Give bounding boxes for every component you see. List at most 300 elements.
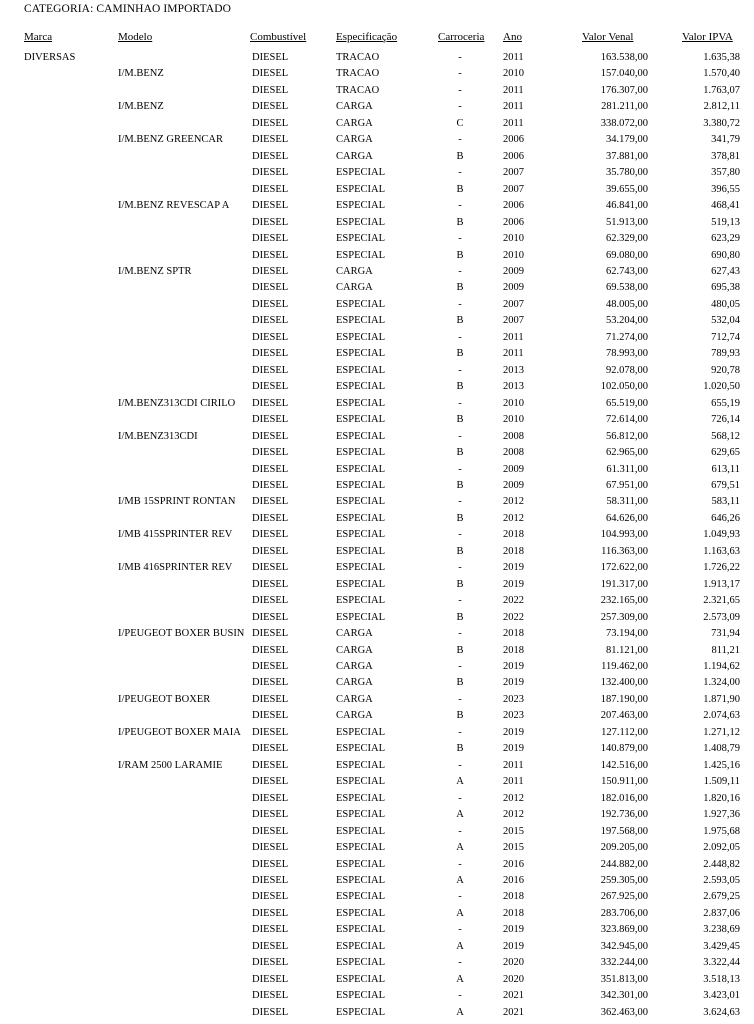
cell-carroceria: B [456, 315, 464, 327]
cell-especificacao: ESPECIAL [336, 496, 386, 508]
cell-especificacao: TRACAO [336, 68, 380, 80]
table-row [0, 708, 754, 725]
cell-especificacao: ESPECIAL [336, 216, 386, 228]
cell-combustivel: DIESEL [252, 644, 289, 656]
cell-combustivel: DIESEL [252, 545, 289, 557]
cell-modelo: I/M.BENZ GREENCAR [118, 134, 223, 146]
cell-combustivel: DIESEL [252, 68, 289, 80]
header-valor-venal: Valor Venal [582, 31, 634, 43]
table-row [0, 610, 754, 627]
cell-ano: 2009 [503, 479, 524, 491]
cell-ano: 2006 [503, 150, 524, 162]
cell-ano: 2019 [503, 578, 524, 590]
header-ano: Ano [503, 31, 522, 43]
cell-combustivel: DIESEL [252, 381, 289, 393]
table-row [0, 231, 754, 248]
cell-carroceria: B [456, 479, 464, 491]
cell-combustivel: DIESEL [252, 562, 289, 574]
cell-valor-ipva: 2.812,11 [703, 101, 740, 113]
cell-combustivel: DIESEL [252, 907, 289, 919]
cell-valor-venal: 65.519,00 [606, 397, 648, 409]
cell-ano: 2019 [503, 940, 524, 952]
table-row [0, 215, 754, 232]
cell-valor-ipva: 1.194,62 [703, 661, 740, 673]
table-row [0, 922, 754, 939]
cell-combustivel: DIESEL [252, 891, 289, 903]
cell-valor-ipva: 2.573,09 [703, 611, 740, 623]
cell-ano: 2019 [503, 743, 524, 755]
table-row [0, 758, 754, 775]
cell-valor-ipva: 1.726,22 [703, 562, 740, 574]
cell-especificacao: ESPECIAL [336, 430, 386, 442]
cell-valor-venal: 140.879,00 [600, 743, 648, 755]
cell-valor-venal: 73.194,00 [606, 628, 648, 640]
cell-carroceria: - [458, 726, 462, 738]
cell-combustivel: DIESEL [252, 710, 289, 722]
cell-valor-ipva: 519,13 [711, 216, 740, 228]
cell-valor-ipva: 3.380,72 [703, 117, 740, 129]
cell-especificacao: ESPECIAL [336, 315, 386, 327]
cell-carroceria: - [458, 858, 462, 870]
cell-valor-ipva: 468,41 [711, 200, 740, 212]
cell-ano: 2018 [503, 529, 524, 541]
cell-especificacao: TRACAO [336, 84, 380, 96]
cell-ano: 2018 [503, 644, 524, 656]
cell-modelo: I/M.BENZ313CDI [118, 430, 198, 442]
cell-ano: 2022 [503, 595, 524, 607]
cell-valor-venal: 197.568,00 [600, 825, 648, 837]
cell-valor-venal: 163.538,00 [600, 52, 648, 63]
cell-carroceria: A [456, 940, 464, 952]
cell-valor-venal: 342.301,00 [600, 990, 648, 1002]
cell-especificacao: ESPECIAL [336, 545, 386, 557]
cell-combustivel: DIESEL [252, 759, 289, 771]
cell-especificacao: ESPECIAL [336, 298, 386, 310]
cell-combustivel: DIESEL [252, 825, 289, 837]
cell-valor-venal: 56.812,00 [606, 430, 648, 442]
cell-ano: 2019 [503, 924, 524, 936]
table-row [0, 692, 754, 709]
cell-valor-ipva: 1.927,36 [703, 809, 740, 821]
cell-valor-ipva: 341,79 [711, 134, 740, 146]
cell-carroceria: - [458, 957, 462, 969]
cell-valor-venal: 102.050,00 [600, 381, 648, 393]
cell-valor-ipva: 1.324,00 [703, 677, 740, 689]
cell-valor-venal: 53.204,00 [606, 315, 648, 327]
cell-combustivel: DIESEL [252, 611, 289, 623]
cell-valor-venal: 150.911,00 [601, 776, 648, 788]
cell-ano: 2008 [503, 447, 524, 459]
cell-valor-venal: 62.743,00 [606, 265, 648, 277]
table-row [0, 527, 754, 544]
cell-valor-ipva: 1.975,68 [703, 825, 740, 837]
cell-valor-venal: 39.655,00 [606, 183, 648, 195]
cell-valor-venal: 78.993,00 [606, 348, 648, 360]
cell-ano: 2006 [503, 216, 524, 228]
table-row [0, 330, 754, 347]
cell-ano: 2010 [503, 397, 524, 409]
table-row [0, 99, 754, 116]
cell-valor-venal: 257.309,00 [600, 611, 648, 623]
cell-carroceria: B [456, 677, 464, 689]
cell-valor-ipva: 655,19 [711, 397, 740, 409]
table-row [0, 593, 754, 610]
cell-valor-ipva: 583,11 [711, 496, 740, 508]
cell-valor-ipva: 396,55 [711, 183, 740, 195]
cell-valor-venal: 116.363,00 [601, 545, 648, 557]
cell-valor-venal: 46.841,00 [606, 200, 648, 212]
cell-carroceria: - [458, 693, 462, 705]
cell-ano: 2018 [503, 628, 524, 640]
cell-combustivel: DIESEL [252, 973, 289, 985]
cell-especificacao: ESPECIAL [336, 348, 386, 360]
cell-especificacao: ESPECIAL [336, 726, 386, 738]
cell-valor-venal: 51.913,00 [606, 216, 648, 228]
cell-ano: 2012 [503, 496, 524, 508]
cell-valor-venal: 267.925,00 [600, 891, 648, 903]
cell-combustivel: DIESEL [252, 249, 289, 261]
cell-valor-ipva: 789,93 [711, 348, 740, 360]
cell-carroceria: - [458, 331, 462, 343]
cell-ano: 2011 [503, 101, 524, 113]
cell-combustivel: DIESEL [252, 529, 289, 541]
cell-combustivel: DIESEL [252, 1006, 289, 1018]
cell-valor-ipva: 629,65 [711, 447, 740, 459]
cell-valor-ipva: 920,78 [711, 364, 740, 376]
cell-valor-venal: 64.626,00 [606, 512, 648, 524]
table-row [0, 626, 754, 643]
cell-combustivel: DIESEL [252, 84, 289, 96]
cell-combustivel: DIESEL [252, 940, 289, 952]
cell-ano: 2011 [503, 776, 524, 788]
cell-especificacao: CARGA [336, 282, 373, 294]
cell-especificacao: ESPECIAL [336, 249, 386, 261]
cell-modelo: I/PEUGEOT BOXER [118, 693, 211, 705]
table-row [0, 659, 754, 676]
cell-especificacao: ESPECIAL [336, 875, 386, 886]
cell-ano: 2019 [503, 562, 524, 574]
cell-especificacao: CARGA [336, 117, 373, 129]
cell-carroceria: A [456, 907, 464, 919]
cell-carroceria: B [456, 249, 464, 261]
cell-carroceria: - [458, 496, 462, 508]
cell-ano: 2023 [503, 710, 524, 722]
cell-especificacao: ESPECIAL [336, 331, 386, 343]
cell-carroceria: - [458, 825, 462, 837]
cell-carroceria: - [458, 298, 462, 310]
cell-ano: 2019 [503, 726, 524, 738]
table-row [0, 445, 754, 462]
cell-carroceria: A [456, 809, 464, 821]
table-row [0, 741, 754, 758]
cell-ano: 2016 [503, 858, 524, 870]
cell-ano: 2010 [503, 68, 524, 80]
table-row [0, 774, 754, 791]
cell-ano: 2009 [503, 265, 524, 277]
cell-especificacao: ESPECIAL [336, 381, 386, 393]
cell-carroceria: A [456, 776, 464, 788]
table-row [0, 346, 754, 363]
table-row [0, 840, 754, 857]
cell-especificacao: ESPECIAL [336, 809, 386, 821]
table-row [0, 511, 754, 528]
cell-especificacao: ESPECIAL [336, 891, 386, 903]
cell-carroceria: A [456, 973, 464, 985]
cell-combustivel: DIESEL [252, 875, 289, 886]
cell-valor-venal: 119.462,00 [601, 661, 648, 673]
cell-carroceria: - [458, 167, 462, 179]
table-row [0, 198, 754, 215]
cell-valor-ipva: 1.913,17 [703, 578, 740, 590]
cell-combustivel: DIESEL [252, 216, 289, 228]
cell-especificacao: ESPECIAL [336, 973, 386, 985]
cell-carroceria: - [458, 628, 462, 640]
table-row [0, 248, 754, 265]
table-row [0, 725, 754, 742]
cell-especificacao: ESPECIAL [336, 924, 386, 936]
cell-ano: 2011 [503, 331, 524, 343]
table-row [0, 807, 754, 824]
cell-ano: 2011 [503, 348, 524, 360]
cell-especificacao: ESPECIAL [336, 167, 386, 179]
cell-modelo: I/MB 15SPRINT RONTAN [118, 496, 236, 508]
cell-combustivel: DIESEL [252, 990, 289, 1002]
cell-ano: 2018 [503, 891, 524, 903]
table-row [0, 675, 754, 692]
cell-valor-ipva: 1.763,07 [703, 84, 740, 96]
cell-valor-venal: 37.881,00 [606, 150, 648, 162]
cell-ano: 2011 [503, 52, 524, 63]
cell-valor-ipva: 2.074,63 [703, 710, 740, 722]
cell-valor-venal: 176.307,00 [600, 84, 648, 96]
cell-combustivel: DIESEL [252, 858, 289, 870]
table-row [0, 264, 754, 281]
cell-valor-venal: 58.311,00 [606, 496, 648, 508]
cell-especificacao: ESPECIAL [336, 447, 386, 459]
header-marca: Marca [24, 31, 53, 43]
cell-especificacao: ESPECIAL [336, 512, 386, 524]
cell-valor-venal: 259.305,00 [600, 875, 648, 886]
cell-ano: 2015 [503, 825, 524, 837]
cell-carroceria: - [458, 52, 462, 63]
cell-especificacao: ESPECIAL [336, 364, 386, 376]
cell-modelo: I/M.BENZ SPTR [118, 265, 192, 277]
cell-ano: 2018 [503, 907, 524, 919]
cell-valor-ipva: 690,80 [711, 249, 740, 261]
cell-ano: 2019 [503, 661, 524, 673]
cell-especificacao: ESPECIAL [336, 463, 386, 475]
cell-valor-ipva: 2.837,06 [703, 907, 740, 919]
table-row [0, 577, 754, 594]
cell-carroceria: - [458, 661, 462, 673]
table-row [0, 396, 754, 413]
cell-especificacao: CARGA [336, 661, 373, 673]
cell-valor-ipva: 695,38 [711, 282, 740, 294]
cell-combustivel: DIESEL [252, 430, 289, 442]
cell-ano: 2016 [503, 875, 524, 886]
cell-combustivel: DIESEL [252, 364, 289, 376]
cell-carroceria: - [458, 891, 462, 903]
cell-valor-ipva: 1.871,90 [703, 693, 740, 705]
cell-modelo: I/RAM 2500 LARAMIE [118, 759, 223, 771]
table-row [0, 824, 754, 841]
cell-valor-ipva: 2.092,05 [703, 842, 740, 854]
cell-combustivel: DIESEL [252, 792, 289, 804]
cell-especificacao: CARGA [336, 265, 373, 277]
cell-combustivel: DIESEL [252, 447, 289, 459]
cell-carroceria: B [456, 183, 464, 195]
cell-modelo: I/PEUGEOT BOXER MAIA [118, 726, 241, 738]
cell-carroceria: - [458, 792, 462, 804]
table-row [0, 972, 754, 989]
cell-combustivel: DIESEL [252, 628, 289, 640]
cell-valor-venal: 283.706,00 [600, 907, 648, 919]
header-carroceria: Carroceria [438, 31, 485, 43]
cell-valor-venal: 351.813,00 [600, 973, 648, 985]
table-row [0, 66, 754, 83]
cell-valor-ipva: 1.509,11 [703, 776, 740, 788]
cell-ano: 2010 [503, 414, 524, 426]
cell-combustivel: DIESEL [252, 463, 289, 475]
cell-carroceria: - [458, 84, 462, 96]
table-row [0, 643, 754, 660]
cell-combustivel: DIESEL [252, 842, 289, 854]
cell-valor-ipva: 623,29 [711, 233, 740, 245]
cell-valor-ipva: 2.679,25 [703, 891, 740, 903]
table-row [0, 132, 754, 149]
cell-ano: 2007 [503, 183, 524, 195]
cell-especificacao: CARGA [336, 644, 373, 656]
cell-valor-venal: 67.951,00 [606, 479, 648, 491]
cell-combustivel: DIESEL [252, 496, 289, 508]
cell-especificacao: TRACAO [336, 52, 380, 63]
table-row [0, 462, 754, 479]
table-row [0, 494, 754, 511]
cell-carroceria: C [456, 117, 464, 129]
cell-especificacao: ESPECIAL [336, 595, 386, 607]
cell-ano: 2021 [503, 1006, 524, 1018]
cell-modelo: I/MB 415SPRINTER REV [118, 529, 233, 541]
cell-valor-venal: 187.190,00 [600, 693, 648, 705]
cell-ano: 2008 [503, 430, 524, 442]
cell-modelo: I/PEUGEOT BOXER BUSIN [118, 628, 245, 640]
cell-ano: 2020 [503, 973, 524, 985]
cell-combustivel: DIESEL [252, 167, 289, 179]
cell-combustivel: DIESEL [252, 233, 289, 245]
table-row [0, 83, 754, 100]
cell-valor-venal: 132.400,00 [600, 677, 648, 689]
table-row [0, 50, 754, 67]
cell-ano: 2011 [503, 759, 524, 771]
table-row [0, 889, 754, 906]
cell-valor-ipva: 712,74 [711, 331, 740, 343]
table-row [0, 955, 754, 972]
cell-combustivel: DIESEL [252, 282, 289, 294]
cell-ano: 2012 [503, 512, 524, 524]
cell-especificacao: ESPECIAL [336, 842, 386, 854]
cell-valor-ipva: 1.049,93 [703, 529, 740, 541]
cell-valor-venal: 338.072,00 [600, 117, 648, 129]
cell-ano: 2006 [503, 134, 524, 146]
cell-carroceria: - [458, 562, 462, 574]
cell-ano: 2007 [503, 167, 524, 179]
cell-combustivel: DIESEL [252, 331, 289, 343]
cell-especificacao: ESPECIAL [336, 578, 386, 590]
cell-combustivel: DIESEL [252, 183, 289, 195]
cell-valor-ipva: 2.593,05 [703, 875, 740, 886]
cell-especificacao: ESPECIAL [336, 792, 386, 804]
cell-modelo: I/MB 416SPRINTER REV [118, 562, 233, 574]
table-row [0, 906, 754, 923]
table-row [0, 478, 754, 495]
cell-combustivel: DIESEL [252, 117, 289, 129]
cell-valor-venal: 69.080,00 [606, 249, 648, 261]
cell-combustivel: DIESEL [252, 150, 289, 162]
cell-valor-venal: 332.244,00 [600, 957, 648, 969]
cell-carroceria: A [456, 875, 464, 886]
cell-modelo: I/M.BENZ [118, 101, 164, 113]
cell-valor-ipva: 1.020,50 [703, 381, 740, 393]
cell-carroceria: - [458, 529, 462, 541]
cell-especificacao: ESPECIAL [336, 940, 386, 952]
cell-carroceria: - [458, 364, 462, 376]
table-row [0, 280, 754, 297]
cell-valor-venal: 142.516,00 [600, 759, 648, 771]
cell-carroceria: - [458, 233, 462, 245]
cell-especificacao: ESPECIAL [336, 183, 386, 195]
cell-combustivel: DIESEL [252, 315, 289, 327]
cell-valor-ipva: 1.163,63 [703, 545, 740, 557]
cell-valor-ipva: 3.429,45 [703, 940, 740, 952]
cell-valor-ipva: 3.518,13 [703, 973, 740, 985]
table-row [0, 873, 754, 890]
cell-especificacao: ESPECIAL [336, 479, 386, 491]
cell-carroceria: B [456, 216, 464, 228]
table-row [0, 165, 754, 182]
table-row [0, 363, 754, 380]
cell-ano: 2007 [503, 298, 524, 310]
cell-valor-venal: 127.112,00 [601, 726, 648, 738]
cell-ano: 2012 [503, 792, 524, 804]
cell-ano: 2022 [503, 611, 524, 623]
cell-valor-venal: 34.179,00 [606, 134, 648, 146]
cell-carroceria: - [458, 759, 462, 771]
cell-especificacao: ESPECIAL [336, 562, 386, 574]
cell-especificacao: CARGA [336, 693, 373, 705]
table-row [0, 149, 754, 166]
cell-especificacao: ESPECIAL [336, 414, 386, 426]
cell-combustivel: DIESEL [252, 397, 289, 409]
cell-combustivel: DIESEL [252, 743, 289, 755]
cell-valor-ipva: 568,12 [711, 430, 740, 442]
cell-ano: 2012 [503, 809, 524, 821]
cell-combustivel: DIESEL [252, 298, 289, 310]
cell-modelo: I/M.BENZ [118, 68, 164, 80]
cell-especificacao: ESPECIAL [336, 200, 386, 212]
cell-combustivel: DIESEL [252, 677, 289, 689]
cell-valor-ipva: 2.448,82 [703, 858, 740, 870]
cell-ano: 2013 [503, 364, 524, 376]
cell-valor-ipva: 357,80 [711, 167, 740, 179]
cell-especificacao: CARGA [336, 628, 373, 640]
cell-especificacao: ESPECIAL [336, 776, 386, 788]
cell-ano: 2018 [503, 545, 524, 557]
cell-combustivel: DIESEL [252, 693, 289, 705]
cell-carroceria: B [456, 414, 464, 426]
cell-carroceria: - [458, 101, 462, 113]
cell-carroceria: A [456, 842, 464, 854]
cell-combustivel: DIESEL [252, 726, 289, 738]
